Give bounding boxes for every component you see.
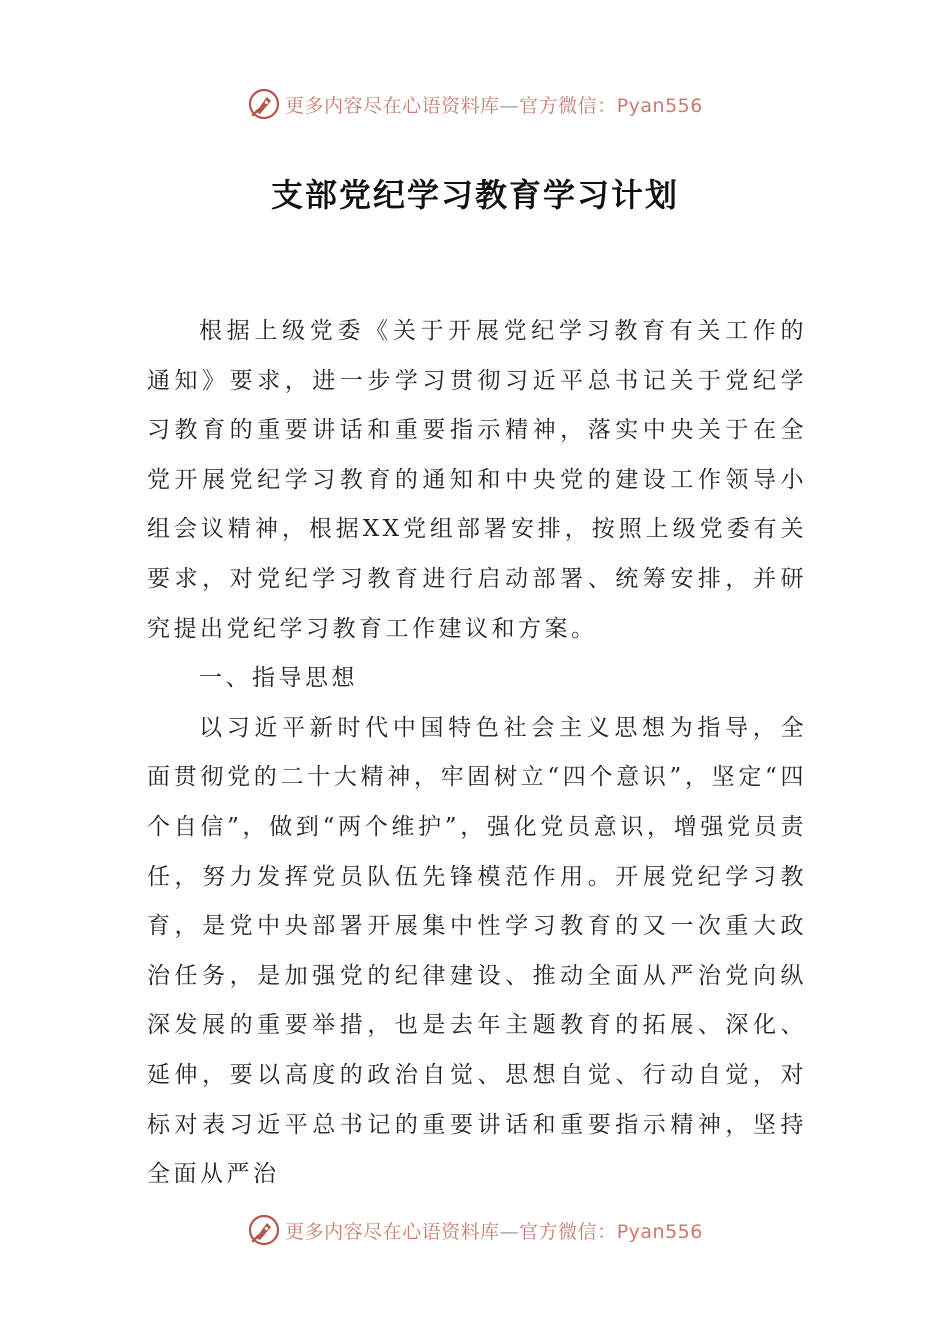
watermark-text bbox=[285, 91, 703, 118]
guiding-ideology-paragraph: 以习近平新时代中国特色社会主义思想为指导，全面贯彻党的二十大精神，牢固树立“四个意识”，坚定“四个自信”，做到“两个维护”，强化党员意识，增强党员责任，努力发挥党员队伍先锋模范作用。开展党纪学习教育，是党中央部署开展集中性学习教育的又一次重大政治任务，是加强党的纪律建设、推动全面从严治党向纵深发展的重要举措，也是去年主题教育的拓展、深化、延伸，要以高度的政治自觉、思想自觉、行动自觉，对标对表习近平总书记的重要讲话和重要指示精神，坚持全面从严治 bbox=[147, 714, 807, 1188]
intro-paragraph: 根据上级党委《关于开展党纪学习教育有关工作的通知》要求，进一步学习贯彻习近平总书记关于党纪学习教育的重要讲话和重要指示精神，落实中央关于在全党开展党纪学习教育的通知和中央党的建设工作领导小组会议精神，根据XX党组部署安排，按照上级党委有关要求，对党纪学习教育进行启动部署、统筹安排，并研究提出党纪学习教育工作建议和方案。 bbox=[147, 318, 807, 642]
pen-nib-logo-icon bbox=[247, 1213, 281, 1247]
watermark-contact-id: Pyan556 bbox=[616, 1220, 703, 1243]
footer-watermark bbox=[0, 1210, 950, 1250]
section-heading-guiding-ideology: 一、指导思想 bbox=[199, 665, 358, 692]
pen-nib-logo-icon bbox=[247, 87, 281, 121]
watermark-contact-label: 官方微信： bbox=[519, 1220, 617, 1243]
watermark-separator: — bbox=[499, 1220, 520, 1243]
watermark-contact-label: 官方微信： bbox=[519, 94, 617, 117]
document-body bbox=[147, 307, 807, 1200]
watermark-contact-id: Pyan556 bbox=[616, 94, 703, 117]
header-watermark bbox=[0, 84, 950, 124]
document-title: 支部党纪学习教育学习计划 bbox=[270, 176, 679, 214]
watermark-slogan: 更多内容尽在心语资料库 bbox=[285, 1220, 500, 1243]
watermark-slogan: 更多内容尽在心语资料库 bbox=[285, 94, 500, 117]
watermark-text bbox=[285, 1217, 703, 1244]
watermark-separator: — bbox=[499, 94, 520, 117]
